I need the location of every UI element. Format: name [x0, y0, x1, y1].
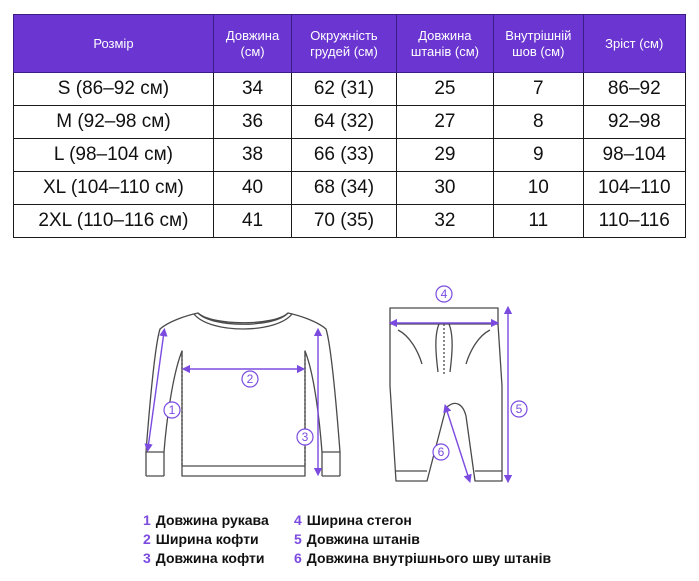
legend-number: 1: [143, 512, 151, 528]
svg-text:6: 6: [437, 445, 445, 459]
legend-number: 6: [294, 550, 302, 566]
inseam-cell: 7: [494, 73, 583, 106]
inseam-cell: 9: [494, 139, 583, 172]
chest-cell: 62 (31): [292, 73, 396, 106]
legend-item: [294, 530, 551, 549]
legend-item: [143, 530, 269, 549]
size-cell: M (92–98 см): [14, 106, 214, 139]
header-chest: Окружність грудей (см): [292, 15, 396, 73]
size-cell: 2XL (110–116 см): [14, 205, 214, 238]
header-size: Розмір: [14, 15, 214, 73]
legend-number: 2: [143, 531, 151, 547]
pants-length-cell: 29: [396, 139, 493, 172]
length-cell: 36: [213, 106, 291, 139]
marker-4: [436, 286, 452, 302]
height-cell: 86–92: [583, 73, 686, 106]
legend-label: Ширина стегон: [306, 512, 412, 528]
height-cell: 104–110: [583, 172, 686, 205]
header-length: Довжина (см): [213, 15, 291, 73]
size-cell: L (98–104 см): [14, 139, 214, 172]
chest-cell: 66 (33): [292, 139, 396, 172]
legend-number: 5: [294, 531, 302, 547]
header-inseam: Внутрішній шов (см): [494, 15, 583, 73]
measurement-illustration: [130, 276, 550, 508]
marker-3: [297, 429, 313, 445]
legend-item: [143, 511, 269, 530]
marker-1: [164, 402, 180, 418]
svg-text:5: 5: [515, 402, 523, 416]
size-cell: XL (104–110 см): [14, 172, 214, 205]
legend-right-column: [294, 511, 551, 568]
pants-length-cell: 27: [396, 106, 493, 139]
svg-text:1: 1: [168, 403, 176, 417]
table-row: [14, 106, 686, 139]
legend-number: 3: [143, 550, 151, 566]
inseam-cell: 8: [494, 106, 583, 139]
length-cell: 40: [213, 172, 291, 205]
chest-cell: 70 (35): [292, 205, 396, 238]
sweatshirt-outline: [146, 313, 340, 476]
pants-length-cell: 32: [396, 205, 493, 238]
length-cell: 38: [213, 139, 291, 172]
size-chart-header-row: [14, 15, 686, 73]
legend-label: Ширина кофти: [155, 531, 259, 547]
chest-cell: 68 (34): [292, 172, 396, 205]
pants-length-cell: 25: [396, 73, 493, 106]
header-pants-length: Довжина штанів (см): [396, 15, 493, 73]
svg-text:2: 2: [246, 372, 254, 386]
legend-item: [294, 549, 551, 568]
inseam-cell: 11: [494, 205, 583, 238]
inseam-length-line: [446, 408, 469, 479]
legend-number: 4: [294, 512, 302, 528]
table-row: [14, 73, 686, 106]
legend-label: Довжина штанів: [306, 531, 420, 547]
legend-item: [294, 511, 551, 530]
legend-label: Довжина кофти: [155, 550, 265, 566]
marker-5: [511, 401, 527, 417]
svg-text:3: 3: [301, 430, 309, 444]
height-cell: 110–116: [583, 205, 686, 238]
pants-length-cell: 30: [396, 172, 493, 205]
size-cell: S (86–92 см): [14, 73, 214, 106]
chest-cell: 64 (32): [292, 106, 396, 139]
marker-2: [242, 371, 258, 387]
inseam-cell: 10: [494, 172, 583, 205]
table-row: [14, 139, 686, 172]
height-cell: 92–98: [583, 106, 686, 139]
legend-left-column: [143, 511, 269, 568]
legend-label: Довжина внутрішнього шву штанів: [306, 550, 552, 566]
length-cell: 34: [213, 73, 291, 106]
header-height: Зріст (см): [583, 15, 686, 73]
legend-label: Довжина рукава: [155, 512, 269, 528]
marker-6: [433, 444, 449, 460]
table-row: [14, 172, 686, 205]
height-cell: 98–104: [583, 139, 686, 172]
svg-text:4: 4: [440, 287, 448, 301]
length-cell: 41: [213, 205, 291, 238]
table-row: [14, 205, 686, 238]
legend-item: [143, 549, 269, 568]
size-chart-table: [13, 14, 686, 238]
